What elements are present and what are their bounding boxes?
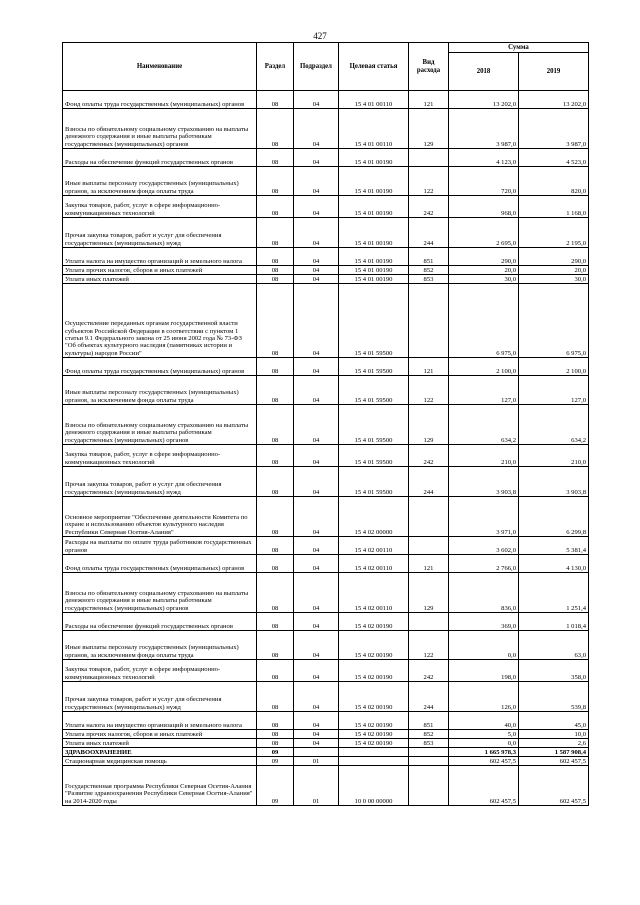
row-name: ЗДРАВООХРАНЕНИЕ — [63, 748, 257, 757]
table-row — [63, 613, 589, 631]
row-sum-2018: 5,0 — [449, 730, 519, 739]
row-sum-2019: 13 202,0 — [519, 91, 589, 109]
row-target: 15 4 02 00190 — [339, 613, 409, 631]
row-kind: 121 — [409, 555, 449, 573]
row-section: 08 — [257, 248, 294, 266]
row-section: 08 — [257, 739, 294, 748]
row-name: Закупка товаров, работ, услуг в сфере информационно-коммуникационных технологий — [63, 196, 257, 218]
row-name: Взносы по обязательному социальному страхованию на выплаты денежного содержания и иные выплаты работникам государственных (муниципальных) органов — [63, 109, 257, 149]
row-kind — [409, 748, 449, 757]
row-subsection: 04 — [294, 358, 339, 376]
table-body — [63, 91, 589, 806]
table-row — [63, 766, 589, 806]
row-sum-2019: 2 100,0 — [519, 358, 589, 376]
row-sum-2018: 126,0 — [449, 682, 519, 712]
row-kind: 242 — [409, 196, 449, 218]
row-target: 15 4 01 00190 — [339, 167, 409, 196]
row-sum-2018: 127,0 — [449, 376, 519, 405]
row-target: 15 4 01 00190 — [339, 275, 409, 284]
row-subsection: 04 — [294, 712, 339, 730]
row-sum-2018: 3 602,0 — [449, 537, 519, 555]
row-sum-2019: 63,0 — [519, 631, 589, 660]
row-sum-2019: 4 523,0 — [519, 149, 589, 167]
row-sum-2018: 3 903,8 — [449, 467, 519, 497]
table-row — [63, 218, 589, 248]
row-section: 09 — [257, 748, 294, 757]
header-year-2018: 2018 — [449, 53, 519, 91]
row-sum-2019: 3 987,0 — [519, 109, 589, 149]
row-name: Фонд оплаты труда государственных (муниципальных) органов — [63, 358, 257, 376]
row-sum-2019: 6 975,0 — [519, 284, 589, 358]
row-subsection: 04 — [294, 196, 339, 218]
table-row — [63, 167, 589, 196]
row-name: Уплата прочих налогов, сборов и иных платежей — [63, 730, 257, 739]
page-number: 427 — [313, 31, 327, 41]
row-kind: 129 — [409, 405, 449, 445]
row-sum-2019: 1 251,4 — [519, 573, 589, 613]
row-sum-2019: 820,0 — [519, 167, 589, 196]
row-kind: 852 — [409, 266, 449, 275]
row-sum-2019: 1 168,0 — [519, 196, 589, 218]
row-kind: 244 — [409, 467, 449, 497]
row-section: 08 — [257, 613, 294, 631]
row-name: Расходы на обеспечение функций государственных органов — [63, 613, 257, 631]
row-sum-2019: 1 587 908,4 — [519, 748, 589, 757]
row-target: 15 4 02 00110 — [339, 573, 409, 613]
row-sum-2019: 358,0 — [519, 660, 589, 682]
row-target: 15 4 01 59500 — [339, 467, 409, 497]
table-row — [63, 358, 589, 376]
table-row — [63, 739, 589, 748]
row-section: 08 — [257, 196, 294, 218]
table-row — [63, 196, 589, 218]
row-name: Прочая закупка товаров, работ и услуг для обеспечения государственных (муниципальных) нужд — [63, 467, 257, 497]
row-sum-2018: 30,0 — [449, 275, 519, 284]
row-subsection: 04 — [294, 660, 339, 682]
row-name: Уплата иных платежей — [63, 275, 257, 284]
row-name: Осуществление переданных органам государственной власти субъектов Российской Федерации в соответствии с пунктом 1 статьи 9.1 Федерального закона от 25 июня 2002 года № 73-ФЗ "Об объектах культурного наследия (памятниках истории и культуры) народов России" — [63, 284, 257, 358]
row-subsection: 04 — [294, 91, 339, 109]
row-sum-2018: 602 457,5 — [449, 757, 519, 766]
row-sum-2018: 40,0 — [449, 712, 519, 730]
row-section: 08 — [257, 555, 294, 573]
row-target: 15 4 01 59500 — [339, 376, 409, 405]
row-name: Иные выплаты персоналу государственных (муниципальных) органов, за исключением фонда оплаты труда — [63, 376, 257, 405]
row-subsection: 04 — [294, 537, 339, 555]
row-sum-2019: 3 903,8 — [519, 467, 589, 497]
table-row — [63, 682, 589, 712]
row-subsection: 04 — [294, 445, 339, 467]
row-sum-2019: 602 457,5 — [519, 757, 589, 766]
row-target: 15 4 02 00190 — [339, 631, 409, 660]
row-sum-2019: 45,0 — [519, 712, 589, 730]
row-section: 08 — [257, 712, 294, 730]
table-row — [63, 537, 589, 555]
row-sum-2018: 720,0 — [449, 167, 519, 196]
row-sum-2019: 2,6 — [519, 739, 589, 748]
row-target: 15 4 02 00190 — [339, 730, 409, 739]
row-name: Взносы по обязательному социальному страхованию на выплаты денежного содержания и иные выплаты работникам государственных (муниципальных) органов — [63, 573, 257, 613]
row-sum-2018: 2 695,0 — [449, 218, 519, 248]
table-row — [63, 712, 589, 730]
row-sum-2019: 30,0 — [519, 275, 589, 284]
row-sum-2019: 20,0 — [519, 266, 589, 275]
row-name: Взносы по обязательному социальному страхованию на выплаты денежного содержания и иные выплаты работникам государственных (муниципальных) органов — [63, 405, 257, 445]
row-kind — [409, 757, 449, 766]
row-sum-2018: 1 665 978,3 — [449, 748, 519, 757]
row-sum-2018: 6 975,0 — [449, 284, 519, 358]
row-sum-2019: 1 018,4 — [519, 613, 589, 631]
header-target: Целевая статья — [339, 43, 409, 91]
row-name: Уплата иных платежей — [63, 739, 257, 748]
row-sum-2018: 3 987,0 — [449, 109, 519, 149]
row-sum-2018: 2 100,0 — [449, 358, 519, 376]
table-row — [63, 757, 589, 766]
row-sum-2018: 4 123,0 — [449, 149, 519, 167]
row-section: 08 — [257, 631, 294, 660]
row-kind: 242 — [409, 660, 449, 682]
row-subsection: 04 — [294, 613, 339, 631]
row-kind: 853 — [409, 275, 449, 284]
row-name: Уплата прочих налогов, сборов и иных платежей — [63, 266, 257, 275]
row-section: 08 — [257, 660, 294, 682]
row-target: 15 4 02 00190 — [339, 660, 409, 682]
row-name: Расходы на выплаты по оплате труда работников государственных органов — [63, 537, 257, 555]
table-row — [63, 497, 589, 537]
row-sum-2018: 3 971,0 — [449, 497, 519, 537]
row-section: 08 — [257, 109, 294, 149]
table-row — [63, 149, 589, 167]
row-subsection: 04 — [294, 730, 339, 739]
row-kind: 129 — [409, 109, 449, 149]
row-sum-2018: 369,0 — [449, 613, 519, 631]
row-name: Уплата налога на имущество организаций и земельного налога — [63, 248, 257, 266]
row-target: 10 0 00 00000 — [339, 766, 409, 806]
row-kind: 121 — [409, 358, 449, 376]
row-target: 15 4 02 00190 — [339, 712, 409, 730]
row-sum-2019: 602 457,5 — [519, 766, 589, 806]
row-sum-2018: 0,0 — [449, 631, 519, 660]
row-name: Иные выплаты персоналу государственных (муниципальных) органов, за исключением фонда оплаты труда — [63, 167, 257, 196]
row-target: 15 4 01 00110 — [339, 109, 409, 149]
table-row — [63, 467, 589, 497]
row-section: 08 — [257, 167, 294, 196]
row-subsection: 04 — [294, 149, 339, 167]
table-row — [63, 748, 589, 757]
row-sum-2018: 13 202,0 — [449, 91, 519, 109]
row-sum-2019: 539,8 — [519, 682, 589, 712]
row-section: 08 — [257, 730, 294, 739]
row-subsection: 04 — [294, 555, 339, 573]
header-subsection: Подраздел — [294, 43, 339, 91]
row-subsection: 04 — [294, 739, 339, 748]
row-name: Иные выплаты персоналу государственных (муниципальных) органов, за исключением фонда оплаты труда — [63, 631, 257, 660]
row-section: 09 — [257, 757, 294, 766]
row-subsection: 04 — [294, 275, 339, 284]
row-section: 08 — [257, 573, 294, 613]
header-year-2019: 2019 — [519, 53, 589, 91]
row-target — [339, 757, 409, 766]
row-subsection: 04 — [294, 167, 339, 196]
table-row — [63, 275, 589, 284]
row-section: 08 — [257, 149, 294, 167]
row-target: 15 4 01 00110 — [339, 91, 409, 109]
row-section: 08 — [257, 91, 294, 109]
row-target: 15 4 01 00190 — [339, 248, 409, 266]
row-kind: 129 — [409, 573, 449, 613]
row-sum-2018: 634,2 — [449, 405, 519, 445]
row-sum-2019: 10,0 — [519, 730, 589, 739]
table-row — [63, 631, 589, 660]
row-name: Стационарная медицинская помощь — [63, 757, 257, 766]
row-kind — [409, 766, 449, 806]
row-subsection: 04 — [294, 405, 339, 445]
row-subsection: 04 — [294, 109, 339, 149]
row-subsection: 04 — [294, 467, 339, 497]
row-kind — [409, 613, 449, 631]
row-name: Фонд оплаты труда государственных (муниципальных) органов — [63, 91, 257, 109]
row-section: 08 — [257, 405, 294, 445]
row-name: Основное мероприятие "Обеспечение деятельности Комитета по охране и использованию объектов культурного наследия Республики Северная Осетия-Алания" — [63, 497, 257, 537]
row-subsection: 01 — [294, 766, 339, 806]
row-sum-2019: 6 299,8 — [519, 497, 589, 537]
row-name: Государственная программа Республики Северная Осетия-Алания "Развитие здравоохранения Республики Северная Осетия-Алания" на 2014-2020 годы — [63, 766, 257, 806]
row-sum-2019: 5 381,4 — [519, 537, 589, 555]
row-kind: 121 — [409, 91, 449, 109]
row-subsection: 01 — [294, 757, 339, 766]
row-kind: 122 — [409, 631, 449, 660]
row-kind: 244 — [409, 218, 449, 248]
row-sum-2018: 836,0 — [449, 573, 519, 613]
row-sum-2019: 4 130,0 — [519, 555, 589, 573]
row-target: 15 4 01 00190 — [339, 149, 409, 167]
row-kind: 244 — [409, 682, 449, 712]
budget-table — [62, 42, 589, 806]
row-target: 15 4 02 00110 — [339, 537, 409, 555]
row-kind — [409, 284, 449, 358]
row-name: Закупка товаров, работ, услуг в сфере информационно-коммуникационных технологий — [63, 445, 257, 467]
table-row — [63, 266, 589, 275]
table-row — [63, 445, 589, 467]
row-target: 15 4 02 00190 — [339, 739, 409, 748]
row-sum-2018: 0,0 — [449, 739, 519, 748]
row-target: 15 4 02 00000 — [339, 497, 409, 537]
row-sum-2019: 127,0 — [519, 376, 589, 405]
row-subsection: 04 — [294, 376, 339, 405]
table-row — [63, 660, 589, 682]
row-kind — [409, 497, 449, 537]
row-target — [339, 748, 409, 757]
row-target: 15 4 02 00110 — [339, 555, 409, 573]
row-sum-2018: 20,0 — [449, 266, 519, 275]
row-section: 08 — [257, 218, 294, 248]
row-target: 15 4 02 00190 — [339, 682, 409, 712]
row-name: Уплата налога на имущество организаций и земельного налога — [63, 712, 257, 730]
table-row — [63, 248, 589, 266]
row-subsection: 04 — [294, 573, 339, 613]
row-sum-2018: 602 457,5 — [449, 766, 519, 806]
row-subsection: 04 — [294, 218, 339, 248]
row-kind: 242 — [409, 445, 449, 467]
row-subsection: 04 — [294, 682, 339, 712]
table-row — [63, 573, 589, 613]
row-section: 08 — [257, 358, 294, 376]
table-row — [63, 376, 589, 405]
row-target: 15 4 01 59500 — [339, 284, 409, 358]
row-target: 15 4 01 00190 — [339, 196, 409, 218]
row-section: 08 — [257, 467, 294, 497]
row-subsection: 04 — [294, 497, 339, 537]
table-row — [63, 284, 589, 358]
header-section: Раздел — [257, 43, 294, 91]
row-section: 08 — [257, 275, 294, 284]
row-subsection: 04 — [294, 266, 339, 275]
row-name: Расходы на обеспечение функций государственных органов — [63, 149, 257, 167]
row-section: 08 — [257, 284, 294, 358]
row-kind — [409, 149, 449, 167]
row-section: 09 — [257, 766, 294, 806]
row-target: 15 4 01 00190 — [339, 266, 409, 275]
row-sum-2018: 968,0 — [449, 196, 519, 218]
row-sum-2019: 634,2 — [519, 405, 589, 445]
table-row — [63, 109, 589, 149]
header-kind: Вид расхода — [409, 43, 449, 91]
row-kind: 853 — [409, 739, 449, 748]
row-sum-2018: 210,0 — [449, 445, 519, 467]
row-sum-2018: 2 766,0 — [449, 555, 519, 573]
row-name: Закупка товаров, работ, услуг в сфере информационно-коммуникационных технологий — [63, 660, 257, 682]
row-subsection: 04 — [294, 248, 339, 266]
row-sum-2018: 198,0 — [449, 660, 519, 682]
row-subsection — [294, 748, 339, 757]
row-sum-2018: 290,0 — [449, 248, 519, 266]
row-target: 15 4 01 59500 — [339, 358, 409, 376]
row-kind: 122 — [409, 167, 449, 196]
row-section: 08 — [257, 537, 294, 555]
row-kind: 851 — [409, 712, 449, 730]
row-subsection: 04 — [294, 631, 339, 660]
row-kind: 122 — [409, 376, 449, 405]
row-subsection: 04 — [294, 284, 339, 358]
row-name: Прочая закупка товаров, работ и услуг для обеспечения государственных (муниципальных) нужд — [63, 682, 257, 712]
row-section: 08 — [257, 266, 294, 275]
row-sum-2019: 290,0 — [519, 248, 589, 266]
row-target: 15 4 01 00190 — [339, 218, 409, 248]
row-section: 08 — [257, 497, 294, 537]
row-section: 08 — [257, 376, 294, 405]
row-kind — [409, 537, 449, 555]
table-row — [63, 730, 589, 739]
header-sum: Сумма — [449, 43, 589, 53]
table-row — [63, 405, 589, 445]
table-row — [63, 555, 589, 573]
row-name: Прочая закупка товаров, работ и услуг для обеспечения государственных (муниципальных) нужд — [63, 218, 257, 248]
row-name: Фонд оплаты труда государственных (муниципальных) органов — [63, 555, 257, 573]
row-kind: 851 — [409, 248, 449, 266]
row-target: 15 4 01 59500 — [339, 405, 409, 445]
table-row — [63, 91, 589, 109]
row-target: 15 4 01 59500 — [339, 445, 409, 467]
header-name: Наименование — [63, 43, 257, 91]
row-kind: 852 — [409, 730, 449, 739]
row-sum-2019: 210,0 — [519, 445, 589, 467]
row-sum-2019: 2 195,0 — [519, 218, 589, 248]
row-section: 08 — [257, 682, 294, 712]
row-section: 08 — [257, 445, 294, 467]
